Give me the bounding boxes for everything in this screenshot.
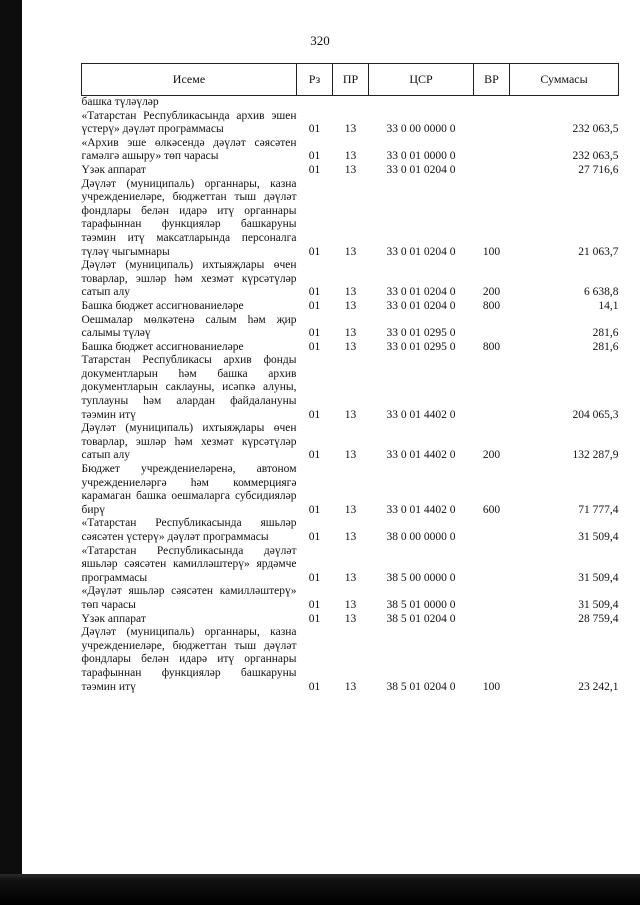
row-pr: 13 (344, 163, 357, 176)
row-rz (297, 96, 333, 110)
row-name: «Татарстан Республикасында яшьләр сәясәтен үстерү» дәүләт программасы (81, 517, 297, 543)
row-csr: 38 5 00 0000 0 (386, 571, 456, 584)
row-csr: 38 0 00 0000 0 (386, 531, 456, 543)
row-name: Башка бюджет ассигнованиеләре (81, 340, 244, 353)
row-rz: 01 (308, 123, 321, 136)
row-rz: 01 (308, 503, 321, 516)
row-rz: 01 (308, 286, 321, 299)
row-name: Бюджет учреждениеләренә, автоном учреждениеләргә һәм коммерциягә карамаган башка оешмаларга субсидияләр бирү (81, 463, 297, 516)
table-row (82, 178, 619, 260)
header-vr: ВР (474, 64, 510, 96)
row-amount: 31 509,4 (578, 571, 619, 584)
row-csr: 33 0 01 0204 0 (386, 245, 456, 258)
row-csr: 33 0 01 0204 0 (386, 163, 456, 176)
row-vr: 600 (482, 503, 501, 516)
table-body (82, 96, 619, 695)
row-name: Дәүләт (муниципаль) органнары, казна учреждениеләре, бюджеттан тыш дәүләт фондлары белән идарә итү органнары тарафыннан функцияләр башкаруны тәэмин итү (81, 626, 297, 693)
row-rz: 01 (308, 299, 321, 312)
row-pr: 13 (344, 571, 357, 584)
table-header-row (82, 64, 619, 96)
row-csr: 33 0 01 4402 0 (386, 449, 456, 462)
row-pr: 13 (344, 408, 357, 421)
table-row (82, 137, 619, 164)
table-row (82, 354, 619, 422)
row-amount: 23 242,1 (578, 680, 619, 693)
row-pr: 13 (344, 286, 357, 299)
row-vr (474, 545, 510, 586)
table-row (82, 300, 619, 314)
row-rz: 01 (308, 680, 321, 693)
row-rz: 01 (308, 245, 321, 258)
row-rz: 01 (308, 163, 321, 176)
row-rz: 01 (308, 408, 321, 421)
row-pr: 13 (344, 245, 357, 258)
row-pr: 13 (344, 598, 357, 611)
row-name: Үзәк аппарат (81, 612, 146, 625)
row-pr: 13 (344, 503, 357, 516)
row-pr: 13 (344, 680, 357, 693)
row-vr (474, 613, 510, 627)
row-amount: 6 638,8 (584, 286, 619, 299)
row-pr: 13 (344, 123, 357, 136)
row-vr: 100 (482, 680, 501, 693)
row-amount: 71 777,4 (578, 503, 619, 516)
row-vr (474, 96, 510, 110)
header-pr: ПР (333, 64, 369, 96)
row-csr: 33 0 01 0204 0 (386, 286, 456, 299)
row-csr: 33 0 01 0295 0 (386, 327, 456, 340)
row-pr: 13 (344, 299, 357, 312)
row-name: Дәүләт (муниципаль) ихтыяҗлары өчен товарлар, эшләр һәм хезмәт күрсәтүләр сатып алу (81, 422, 297, 462)
row-csr: 33 0 01 0000 0 (386, 150, 456, 163)
row-vr (474, 110, 510, 137)
row-amount: 31 509,4 (578, 598, 619, 611)
row-amount: 28 759,4 (578, 612, 619, 625)
row-rz: 01 (308, 327, 321, 340)
row-vr: 800 (482, 299, 501, 312)
row-pr: 13 (344, 531, 357, 543)
row-rz: 01 (308, 340, 321, 353)
table-row (82, 96, 619, 110)
row-rz: 01 (308, 571, 321, 584)
row-pr: 13 (344, 150, 357, 163)
row-amount (510, 96, 619, 110)
row-vr: 200 (482, 286, 501, 299)
row-name: башка түләүләр (81, 96, 159, 108)
row-csr: 33 0 01 4402 0 (386, 503, 456, 516)
row-rz: 01 (308, 449, 321, 462)
row-vr: 100 (482, 245, 501, 258)
header-name: Исеме (82, 64, 297, 96)
row-vr (474, 517, 510, 544)
row-name: «Архив эше өлкәсендә дәүләт сәясәтен гамәлгә ашыру» төп чарасы (81, 136, 297, 163)
row-name: Дәүләт (муниципаль) органнары, казна учреждениеләре, бюджеттан тыш дәүләт фондлары белән идарә итү органнары тарафыннан функцияләр башкаруны тәэмин итү максатларында персоналга түләү чыгымнары (81, 177, 297, 258)
row-csr: 38 5 01 0204 0 (386, 612, 456, 625)
header-rz: Рз (297, 64, 333, 96)
row-vr (474, 354, 510, 422)
row-csr: 33 0 00 0000 0 (386, 123, 456, 136)
table-row (82, 422, 619, 463)
row-amount: 21 063,7 (578, 245, 619, 258)
row-pr: 13 (344, 327, 357, 340)
row-csr: 33 0 01 0204 0 (386, 299, 456, 312)
table-row (82, 613, 619, 627)
table-row (82, 314, 619, 341)
row-amount: 204 065,3 (572, 408, 619, 421)
row-amount: 232 063,5 (572, 123, 619, 136)
row-name: Оешмалар мөлкәтенә салым һәм җир салымы түләү (81, 313, 297, 340)
row-pr: 13 (344, 449, 357, 462)
row-amount: 27 716,6 (578, 163, 619, 176)
row-vr: 200 (482, 449, 501, 462)
row-amount: 31 509,4 (578, 531, 619, 543)
table-row (82, 517, 619, 544)
table-row (82, 164, 619, 178)
header-amount: Суммасы (510, 64, 619, 96)
row-vr (474, 314, 510, 341)
row-csr: 33 0 01 0295 0 (386, 340, 456, 353)
row-vr (474, 137, 510, 164)
row-name: «Татарстан Республикасында архив эшен үстерү» дәүләт программасы (81, 109, 297, 136)
row-name: Үзәк аппарат (81, 163, 146, 176)
row-pr: 13 (344, 612, 357, 625)
table-row (82, 626, 619, 694)
row-pr (333, 96, 369, 110)
row-rz: 01 (308, 598, 321, 611)
row-csr: 38 5 01 0204 0 (386, 680, 456, 693)
row-rz: 01 (308, 612, 321, 625)
row-vr: 800 (482, 340, 501, 353)
row-csr: 38 5 01 0000 0 (386, 598, 456, 611)
table-row (82, 463, 619, 517)
scan-left-edge (0, 0, 22, 905)
table-row (82, 110, 619, 137)
table-row (82, 545, 619, 586)
row-vr (474, 585, 510, 612)
row-amount: 14,1 (598, 299, 619, 312)
table-row (82, 585, 619, 612)
budget-table (81, 63, 619, 694)
row-rz: 01 (308, 531, 321, 543)
row-rz: 01 (308, 150, 321, 163)
row-name: Татарстан Республикасы архив фонды документларын һәм башка архив документларын саклауны, исәпкә алуны, туплауны һәм алардан файдалануны тәэмин итү (81, 354, 297, 421)
row-csr (369, 96, 474, 110)
row-pr: 13 (344, 340, 357, 353)
row-name: «Татарстан Республикасында дәүләт яшьләр сәясәтен камилләштерү» ярдәмче программасы (81, 544, 297, 584)
row-amount: 281,6 (592, 340, 619, 353)
row-vr (474, 164, 510, 178)
row-name: «Дәүләт яшьләр сәясәтен камилләштерү» төп чарасы (81, 585, 297, 611)
row-amount: 281,6 (592, 327, 619, 340)
row-name: Дәүләт (муниципаль) ихтыяҗлары өчен товарлар, эшләр һәм хезмәт күрсәтүләр сатып алу (81, 259, 297, 299)
scan-bottom-edge (0, 874, 640, 905)
row-csr: 33 0 01 4402 0 (386, 408, 456, 421)
row-amount: 132 287,9 (572, 449, 619, 462)
header-csr: ЦСР (369, 64, 474, 96)
row-amount: 232 063,5 (572, 150, 619, 163)
page-number: 320 (310, 33, 330, 48)
row-name: Башка бюджет ассигнованиеләре (81, 299, 244, 312)
table-row (82, 341, 619, 355)
table-row (82, 259, 619, 300)
